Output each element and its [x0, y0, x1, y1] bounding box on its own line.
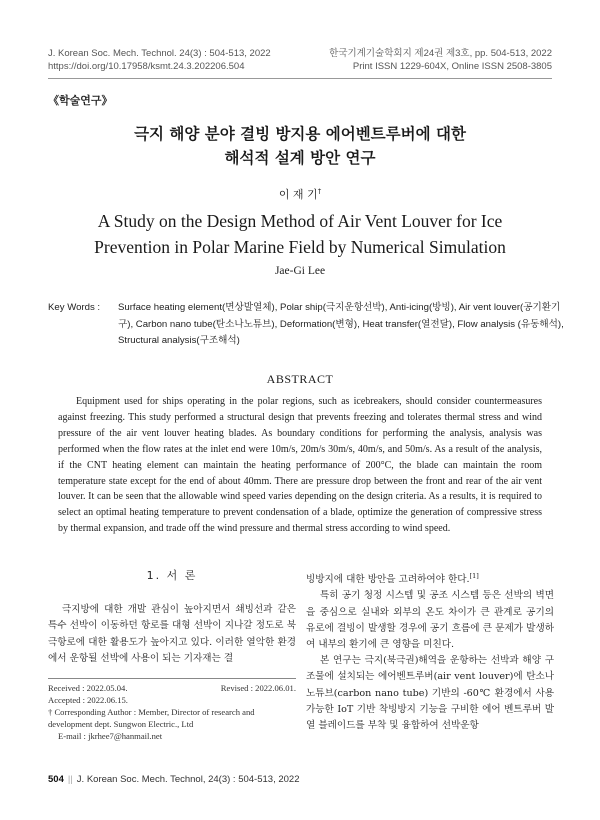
- accepted-date: Accepted : 2022.06.15.: [48, 695, 128, 705]
- received-date-line: [48, 683, 296, 695]
- article-type-tag: 《학술연구》: [48, 95, 113, 107]
- journal-citation: J. Korean Soc. Mech. Technol. 24(3) : 504-513, 2022: [48, 48, 271, 59]
- korean-author: [0, 186, 600, 202]
- page-footer: [48, 774, 299, 785]
- body-left-column: [48, 568, 296, 667]
- intro-paragraph-2: 특히 공기 청정 시스템 및 공조 시스템 등은 선박의 벽면을 중심으로 실내와 외부의 온도 차이가 큰 관계로 공기의 유로에 결빙이 발생할 경우에 공기 흐름에 큰 문제가 발생하여 내부의 환기에 큰 영향을 미친다.: [306, 590, 554, 650]
- author-email[interactable]: E-mail : jkrhee7@hanmail.net: [58, 731, 163, 741]
- abstract-text: Equipment used for ships operating in the polar regions, such as icebreakers, should consider countermeasures against freezing. This study performed a structural design that prevents freezing and tolerates thermal stress and wind pressure of the air vent louver heating blades. As boundary conditions for performing the analysis, analysis was performed when the flow rates at the inlet end were 10m/s, 20m/s 30m/s, 40m/s, and 50m/s. As a result of the analysis, if the CNT heating element can maintain the heating performance of 200°C, the blade can maintain the room temperature state except for the end of about 40mm. There are pressure drop between the front and rear of the air vent louver. It can be seen that the allowable wind speed varies depending on the design criteria. As a results, it is required to select an optimal heating temperature to prevent condensation of a blade, optimize the generation of compressive stress by thermal expansion, and trade off the wind pressure and thermal stress according to wind speed.: [58, 396, 542, 535]
- journal-header-left: [48, 47, 271, 73]
- english-title-line1: A Study on the Design Method of Air Vent Louver for Ice: [97, 211, 503, 231]
- revised-date: Revised : 2022.06.01.: [220, 683, 296, 693]
- continued-text: 빙방지에 대한 방안을 고려하여야 한다.: [306, 574, 470, 586]
- body-right-column: [306, 568, 554, 734]
- corresponding-author-note: † Corresponding Author : Member, Director of research and development dept. Sungwon Electric., Ltd: [48, 707, 255, 729]
- reference-citation[interactable]: [1]: [469, 572, 479, 580]
- doi-link[interactable]: https://doi.org/10.17958/ksmt.24.3.202206.504: [48, 61, 245, 72]
- footnote-divider: [48, 678, 296, 679]
- keywords-text: Surface heating element(면상발열체), Polar ship(극지운항선박), Anti-icing(방빙), Air vent louver(공기환기구), Carbon nano tube(탄소나노튜브), Deformation(변형), Heat transfer(열전달), Flow analysis (유동해석), Structural analysis(구조해석): [118, 302, 564, 346]
- footer-separator: ||: [67, 774, 73, 785]
- introduction-heading: 1. 서 론: [146, 569, 198, 582]
- korean-title-line2: 해석적 설계 방안 연구: [224, 149, 376, 167]
- journal-citation-korean: 한국기계기술학회지 제24권 제3호, pp. 504-513, 2022: [329, 48, 552, 59]
- korean-author-name: 이 재 기: [278, 188, 318, 201]
- journal-header-right: [329, 47, 552, 73]
- intro-paragraph-continued: [306, 568, 554, 588]
- intro-paragraph-1: 극지방에 대한 개발 관심이 높아지면서 쇄빙선과 같은 특수 선박이 이동하던 항로를 대형 선박이 지나갈 정도로 북극항로에 대한 활용도가 높아지고 있다. 이러한 열악한 환경에서 운항될 선박에 사용이 되는 기자재는 결: [48, 604, 296, 664]
- header-divider: [48, 78, 552, 79]
- corresponding-mark: †: [317, 187, 322, 196]
- footer-citation: J. Korean Soc. Mech. Technol, 24(3) : 504-513, 2022: [76, 774, 300, 785]
- abstract-heading: ABSTRACT: [266, 372, 334, 386]
- intro-paragraph-3: 본 연구는 극지(북극권)해역을 운항하는 선박과 해양 구조물에 설치되는 에어벤트루버(air vent louver)에 탄소나노튜브(carbon nano tube) 기반의 -60℃ 환경에서 사용 가능한 IoT 기반 착빙방지 기능을 구비한 에어 벤트루버 발열 블레이드를 부착 및 융합하여 선박운항: [306, 655, 554, 732]
- received-date: Received : 2022.05.04.: [48, 683, 128, 693]
- english-title-line2: Prevention in Polar Marine Field by Numerical Simulation: [94, 237, 506, 257]
- page-number: 504: [48, 774, 64, 785]
- issn-info: Print ISSN 1229-604X, Online ISSN 2508-3805: [352, 61, 552, 72]
- korean-title-line1: 극지 해양 분야 결빙 방지용 에어벤트루버에 대한: [134, 125, 466, 143]
- english-author: Jae-Gi Lee: [274, 265, 326, 277]
- keywords-label: Key Words :: [48, 302, 101, 313]
